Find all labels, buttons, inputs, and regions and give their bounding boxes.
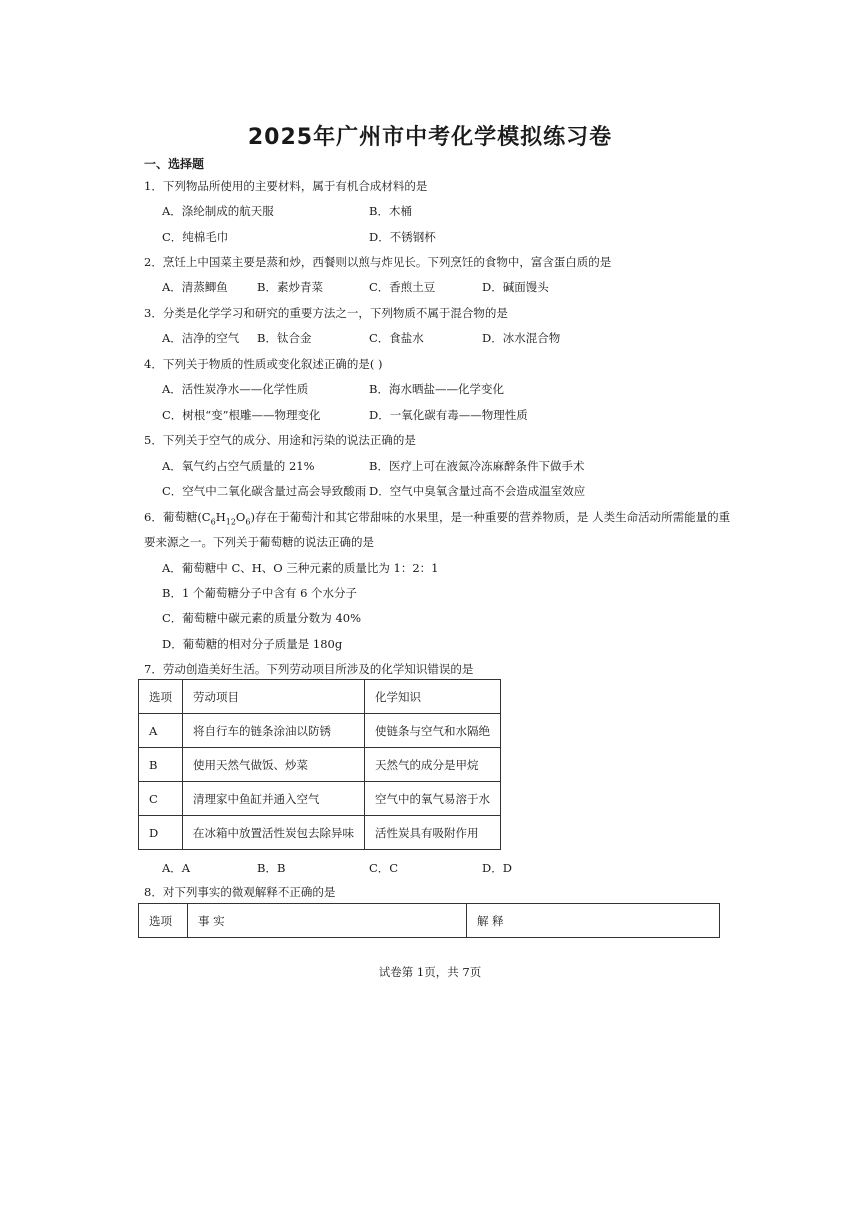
table-cell: 空气中的氧气易溶于水 <box>365 782 501 816</box>
table-row <box>139 782 501 816</box>
question-6-option-a: A．葡萄糖中 C、H、O 三种元素的质量比为 1：2：1 <box>162 561 439 575</box>
question-5-option-b: B．医疗上可在液氮冷冻麻醉条件下做手术 <box>369 459 585 473</box>
table-cell: A <box>139 714 183 748</box>
question-8-stem: 8．对下列事实的微观解释不正确的是 <box>144 885 336 899</box>
question-7-stem: 7．劳动创造美好生活。下列劳动项目所涉及的化学知识错误的是 <box>144 662 474 676</box>
question-5-stem: 5．下列关于空气的成分、用途和污染的说法正确的是 <box>144 433 416 447</box>
table-header-cell: 解 释 <box>467 904 720 938</box>
question-4-option-b: B．海水晒盐——化学变化 <box>369 382 504 396</box>
table-row <box>139 816 501 850</box>
table-header-cell: 选项 <box>139 680 183 714</box>
table-cell: 天然气的成分是甲烷 <box>365 748 501 782</box>
table-header-cell: 劳动项目 <box>183 680 365 714</box>
question-2-stem: 2．烹饪上中国菜主要是蒸和炒，西餐则以煎与炸见长。下列烹饪的食物中，富含蛋白质的是 <box>144 255 612 269</box>
table-cell: 使链条与空气和水隔绝 <box>365 714 501 748</box>
table-row <box>139 714 501 748</box>
question-2-option-d: D．碱面馒头 <box>482 280 549 294</box>
table-cell: 在冰箱中放置活性炭包去除异味 <box>183 816 365 850</box>
question-5-option-c: C．空气中二氧化碳含量过高会导致酸雨 <box>162 484 367 498</box>
table-header-cell: 化学知识 <box>365 680 501 714</box>
question-4-stem: 4．下列关于物质的性质或变化叙述正确的是( ) <box>144 357 383 371</box>
question-2-option-b: B．素炒青菜 <box>257 280 323 294</box>
question-3-stem: 3．分类是化学学习和研究的重要方法之一，下列物质不属于混合物的是 <box>144 306 508 320</box>
table-cell: B <box>139 748 183 782</box>
question-7-option-a: A．A <box>162 861 191 875</box>
question-3-option-a: A．洁净的空气 <box>162 331 240 345</box>
question-6-stem-line2: 要来源之一。下列关于葡萄糖的说法正确的是 <box>144 535 374 549</box>
question-1-stem: 1．下列物品所使用的主要材料，属于有机合成材料的是 <box>144 179 428 193</box>
question-3-option-d: D．冰水混合物 <box>482 331 561 345</box>
table-row <box>139 748 501 782</box>
table-cell: 清理家中鱼缸并通入空气 <box>183 782 365 816</box>
question-4-option-c: C．树根“变”根雕——物理变化 <box>162 408 321 422</box>
question-4-option-a: A．活性炭净水——化学性质 <box>162 382 309 396</box>
question-6-option-d: D．葡萄糖的相对分子质量是 180g <box>162 637 343 651</box>
page-title: 2025年广州市中考化学模拟练习卷 <box>247 125 613 150</box>
table-header-row <box>139 904 720 938</box>
table-header-cell: 选项 <box>139 904 188 938</box>
table-cell: 将自行车的链条涂油以防锈 <box>183 714 365 748</box>
question-1-option-b: B．木桶 <box>369 204 412 218</box>
table-cell: C <box>139 782 183 816</box>
question-6-option-c: C．葡萄糖中碳元素的质量分数为 40% <box>162 611 362 625</box>
question-6-option-b: B．1 个葡萄糖分子中含有 6 个水分子 <box>162 586 358 600</box>
table-header-cell: 事 实 <box>188 904 467 938</box>
question-1-option-a: A．涤纶制成的航天服 <box>162 204 274 218</box>
table-cell: 活性炭具有吸附作用 <box>365 816 501 850</box>
table-cell: D <box>139 816 183 850</box>
question-8-table <box>138 903 720 938</box>
question-6-stem: 6．葡萄糖$(C_6H_{12}O_6)$存在于葡萄汁和其它带甜味的水果里，是一种重要的营养物质，是 人类生命活动所需能量的重 <box>144 510 731 527</box>
question-3-option-c: C．食盐水 <box>369 331 424 345</box>
question-1-option-d: D．不锈钢杯 <box>369 230 436 244</box>
question-5-option-a: A．氧气约占空气质量的 21% <box>162 459 315 473</box>
question-2-option-c: C．香煎土豆 <box>369 280 436 294</box>
question-7-table <box>138 679 501 850</box>
question-7-option-c: C．C <box>369 861 399 875</box>
page-footer: 试卷第 1页，共 7页 <box>378 965 482 979</box>
table-header-row <box>139 680 501 714</box>
question-7-option-d: D．D <box>482 861 512 875</box>
question-5-option-d: D．空气中臭氧含量过高不会造成温室效应 <box>369 484 586 498</box>
question-7-option-b: B．B <box>257 861 286 875</box>
question-1-option-c: C．纯棉毛巾 <box>162 230 229 244</box>
section-heading: 一、选择题 <box>144 157 205 171</box>
question-4-option-d: D．一氧化碳有毒——物理性质 <box>369 408 528 422</box>
table-cell: 使用天然气做饭、炒菜 <box>183 748 365 782</box>
question-2-option-a: A．清蒸鲫鱼 <box>162 280 228 294</box>
question-3-option-b: B．钛合金 <box>257 331 312 345</box>
